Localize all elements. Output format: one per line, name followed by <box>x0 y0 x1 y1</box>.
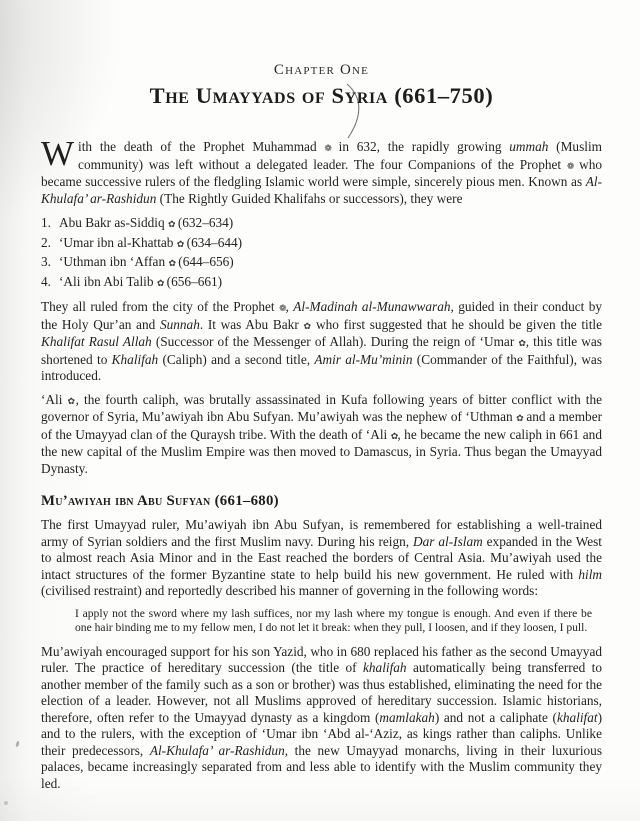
prophet-seal-icon: ❁ <box>566 160 574 171</box>
companion-seal-icon: ✿ <box>167 219 175 229</box>
list-item-uthman <box>41 253 602 273</box>
companion-seal-icon: ✿ <box>156 277 164 288</box>
section-heading-muawiyah: Mu’awiyah ibn Abu Sufyan (661–680) <box>41 493 279 509</box>
list-item-ali <box>41 273 602 293</box>
companion-seal-icon: ✿ <box>518 338 526 348</box>
yazid-succession-paragraph: Mu’awiyah encouraged support for his son Yazid, who in 680 replaced his father as the second Umayyad ruler. The practice of hereditary succession (the title of khalifah automatically being transferred to another member of the family such as a son or brother) was thus established, eliminating the need for the election of a leader. However, not all Muslims approved of hereditary succession. Islamic historians, therefore, often refer to the Umayyad dynasty as a kingdom (mamlakah) and not a caliphate (khalifat) and to the rulers, with the exception of ‘Umar ibn ‘Abd al-‘Aziz, as kings rather than caliphs. Unlike their predecessors, Al-Khulafa’ ar-Rashidun, the new Umayyad monarchs, living in their luxurious palaces, became increasingly separated from and less able to identify with the Muslim community they led. <box>41 643 603 791</box>
companion-seal-icon: ✿ <box>168 258 175 268</box>
list-number: 2. <box>41 234 51 250</box>
list-item-text: ‘Umar ibn al-Khattab ✿ (634–644) <box>59 234 243 250</box>
list-item-text: ‘Uthman ibn ‘Affan ✿ (644–656) <box>59 254 234 269</box>
scan-speck <box>4 801 8 805</box>
intro-paragraph-text: ith the death of the Prophet Muhammad ❁ in 632, the rapidly growing ummah (Muslim community) was left without a delegated leader. The four Companions of the Prophet ❁ who became successive rulers of the fledgling Islamic world were simple, sincerely pious men. Known as Al-Khulafa’ ar-Rashidun (The Rightly Guided Khalifahs or successors), they were <box>41 139 602 206</box>
caliph-list <box>41 214 602 292</box>
intro-paragraph <box>41 134 602 207</box>
list-number: 4. <box>41 273 51 289</box>
list-item-text: Abu Bakr as-Siddiq ✿ (632–634) <box>59 215 234 230</box>
companion-seal-icon: ✿ <box>176 238 184 249</box>
page-title: The Umayyads of Syria (661–750) <box>149 83 494 108</box>
list-item-text: ‘Ali ibn Abi Talib ✿ (656–661) <box>59 273 223 289</box>
muawiyah-rule-paragraph: The first Umayyad ruler, Mu’awiyah ibn Abu Sufyan, is remembered for establishing a well-trained army of Syrian soldiers and the first Muslim navy. During his reign, Dar al-Islam expanded in the West to almost reach Asia Minor and in the East reached the borders of Central Asia. Mu’awiyah used the intact structures of the former Byzantine state to help build his new government. He ruled with hilm (civilised restraint) and reportedly described his manner of governing in the following words: <box>41 517 602 598</box>
prophet-seal-icon: ❁ <box>324 143 331 153</box>
list-item-umar <box>41 234 602 254</box>
companion-seal-icon: ✿ <box>516 413 523 423</box>
list-number: 3. <box>41 254 51 269</box>
drop-cap: W <box>41 134 75 173</box>
scan-speck <box>15 741 20 748</box>
companion-seal-icon: ✿ <box>67 395 76 406</box>
page-content <box>41 62 602 799</box>
muawiyah-quote: I apply not the sword where my lash suffices, nor my lash where my tongue is enough. And even if there be one hair binding me to my fellow men, I do not let it break: when they pull, I loosen, and if they loosen, I pull. <box>75 606 592 635</box>
rashidun-paragraph: They all ruled from the city of the Prophet ❁, Al-Madinah al-Munawwarah, guided in their conduct by the Holy Qur’an and Sunnah. It was Abu Bakr ✿ who first suggested that he should be given the title Khalifat Rasul Allah (Successor of the Messenger of Allah). During the reign of ‘Umar ✿, this title was shortened to Khalifah (Caliph) and a second title, Amir al-Mu’minin (Commander of the Faithful), was introduced. <box>41 299 602 383</box>
companion-seal-icon: ✿ <box>390 430 398 441</box>
ali-assassination-paragraph: ‘Ali ✿, the fourth caliph, was brutally assassinated in Kufa following years of bitter conflict with the governor of Syria, Mu’awiyah ibn Abu Sufyan. Mu’awiyah was the nephew of ‘Uthman ✿ and a member of the Umayyad clan of the Quraysh tribe. With the death of ‘Ali ✿, he became the new caliph in 661 and the new capital of the Muslim Empire was then moved to Damascus, in Syria. Thus began the Umayyad Dynasty. <box>41 391 603 476</box>
companion-seal-icon: ✿ <box>303 320 312 331</box>
chapter-label: Chapter One <box>273 62 370 78</box>
prophet-seal-icon: ❁ <box>279 303 286 313</box>
list-item-abu-bakr <box>41 214 602 234</box>
list-number: 1. <box>41 215 51 230</box>
